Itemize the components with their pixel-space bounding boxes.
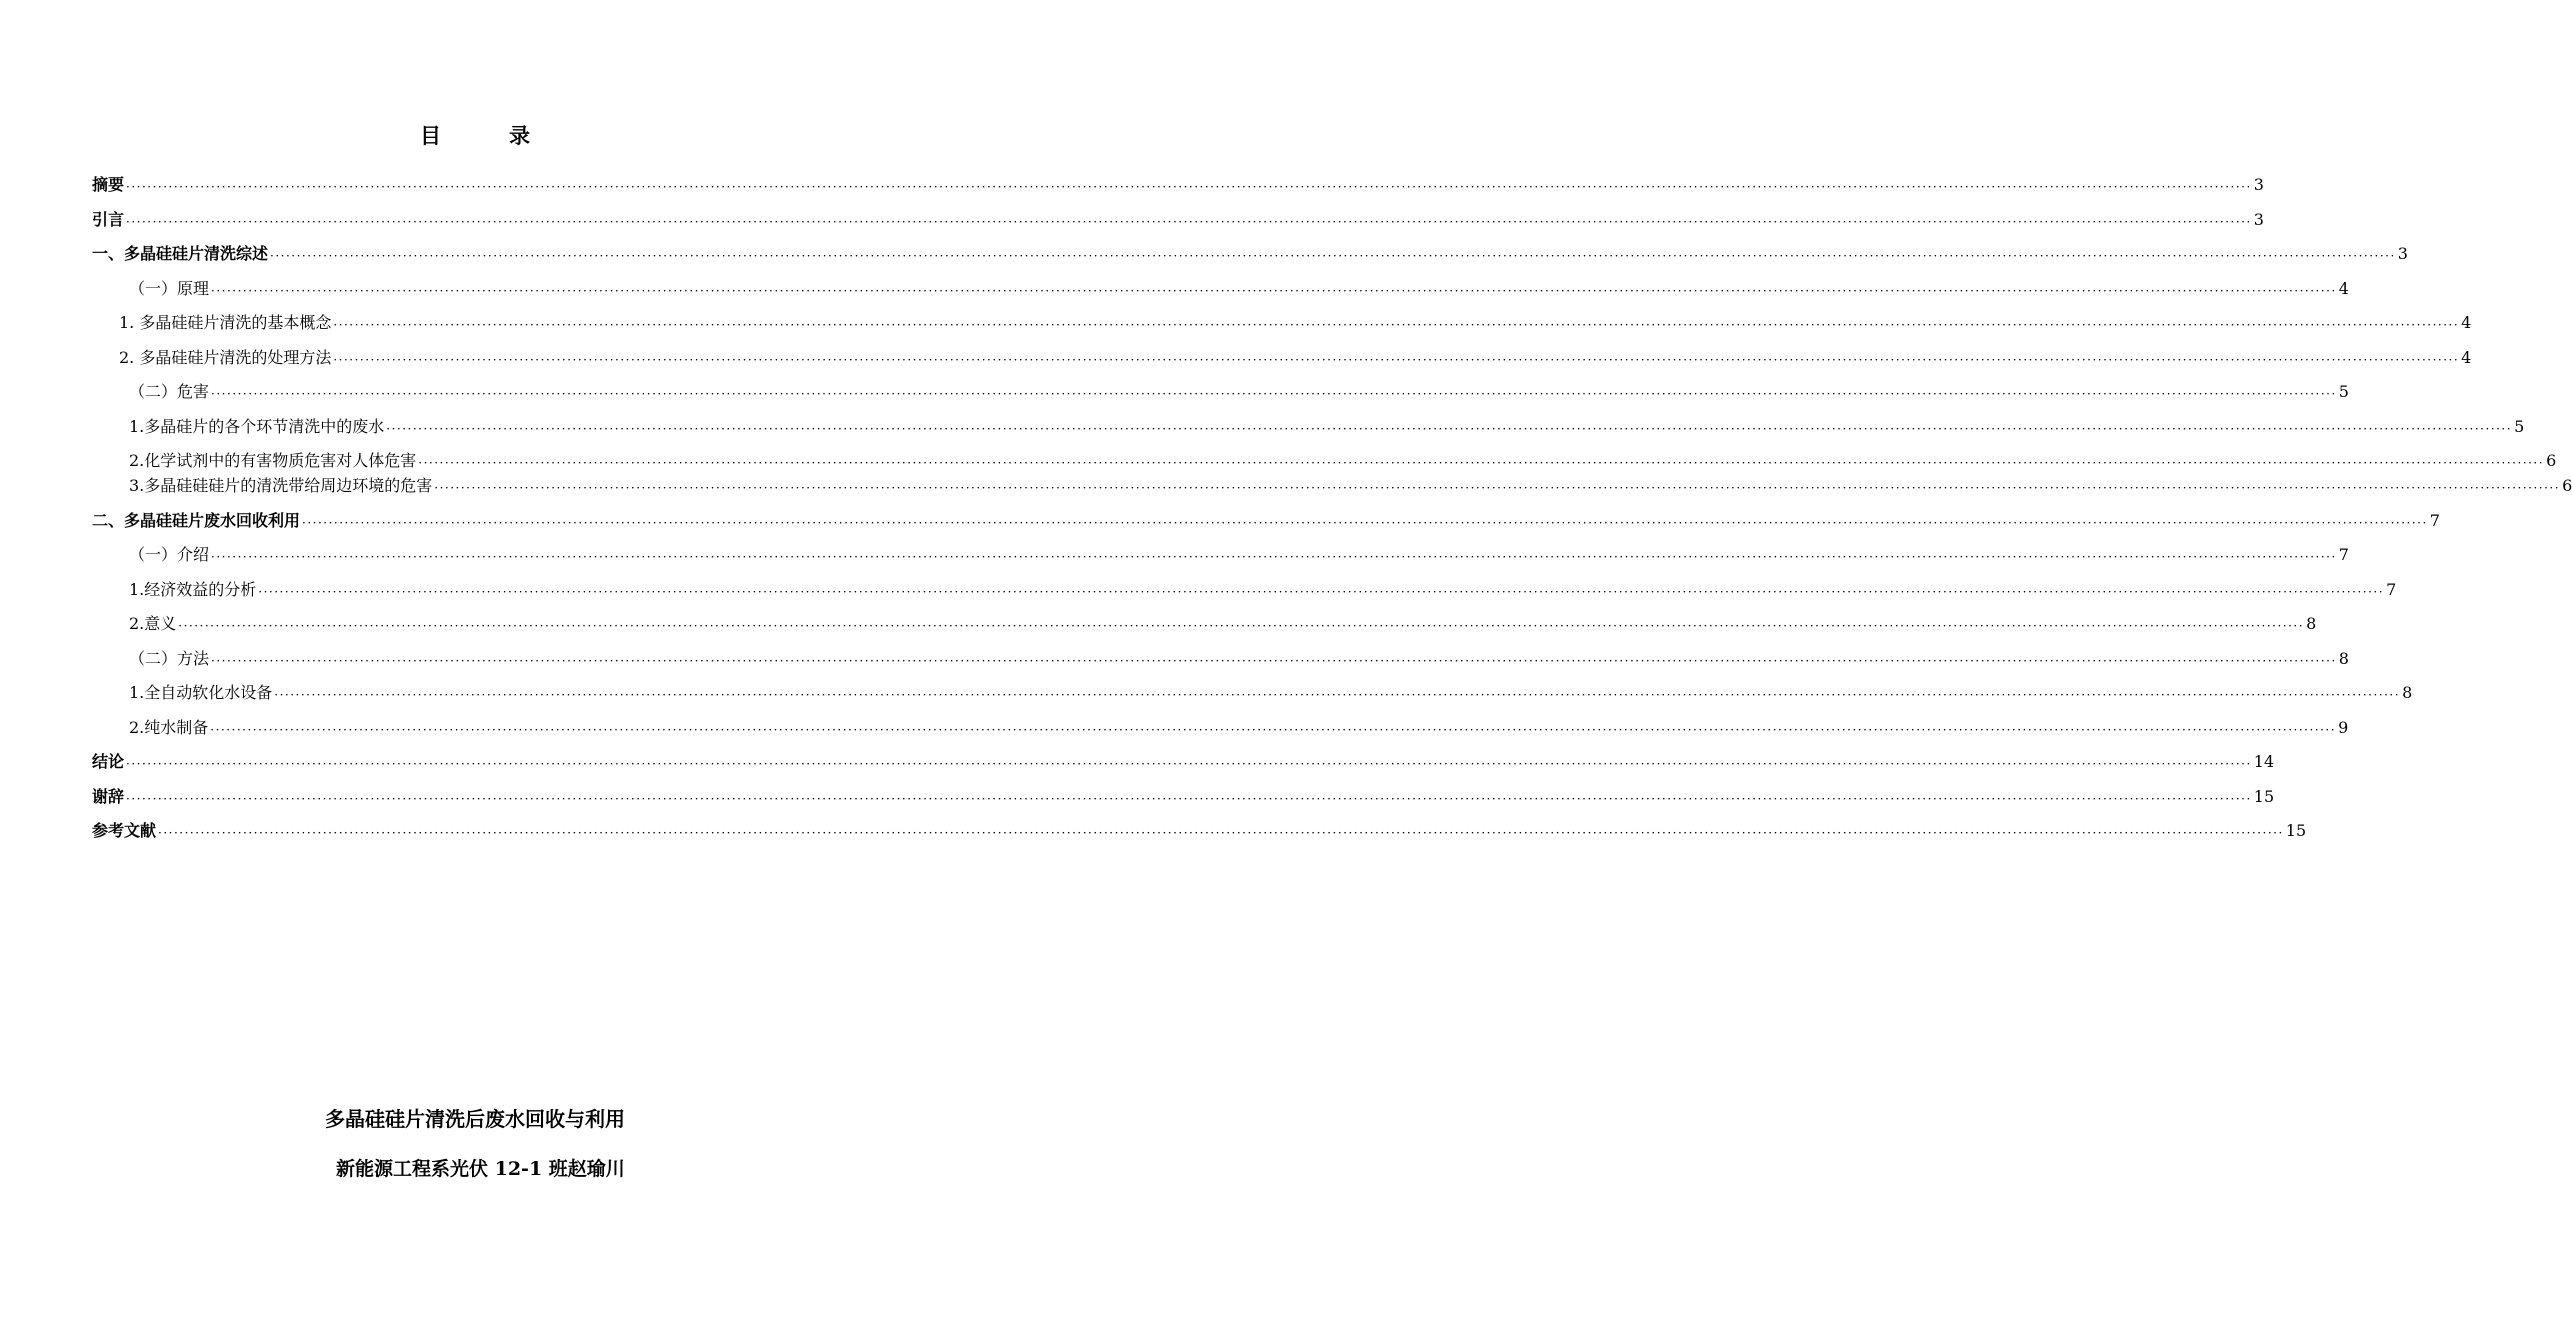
- toc-entry[interactable]: [129, 473, 2572, 497]
- toc-entry-label: 1. 多晶硅硅片清洗的基本概念: [119, 313, 332, 332]
- author-line: 新能源工程系光伏 12-1 班赵瑜川: [336, 1158, 625, 1180]
- toc-entry[interactable]: [119, 345, 2472, 369]
- toc-entry-label: 2.纯水制备: [129, 718, 209, 737]
- toc-leader-dots: ················································································································································································································································································································································································································: [158, 826, 2284, 840]
- toc-leader-dots: ················································································································································································································································································································································································································: [210, 723, 2337, 737]
- toc-leader-dots: ················································································································································································································································································································································································································: [211, 654, 2337, 668]
- toc-leader-dots: ················································································································································································································································································································································································································: [333, 318, 2460, 332]
- toc-leader-dots: ················································································································································································································································································································································································································: [386, 422, 2513, 436]
- toc-leader-dots: ················································································································································································································································································································································································································: [178, 619, 2305, 633]
- toc-entry-label: 1.经济效益的分析: [129, 580, 257, 599]
- toc-entry[interactable]: [92, 784, 2275, 808]
- toc-leader-dots: ················································································································································································································································································································································································································: [258, 585, 2385, 599]
- toc-entry-page: 9: [2338, 718, 2349, 737]
- toc-entry[interactable]: [119, 310, 2472, 334]
- toc-entry-page: 15: [2253, 787, 2275, 806]
- toc-entry-label: 一、多晶硅硅片清洗综述: [92, 244, 269, 263]
- toc-entry[interactable]: [129, 448, 2557, 472]
- toc-entry-page: 8: [2402, 683, 2413, 702]
- toc-entry[interactable]: [129, 715, 2349, 739]
- toc-entry-page: 7: [2429, 511, 2440, 530]
- toc-entry-page: 3: [2397, 244, 2408, 263]
- toc-entry-label: 2.化学试剂中的有害物质危害对人体危害: [129, 451, 417, 470]
- toc-entry-page: 6: [2546, 451, 2557, 470]
- toc-leader-dots: ················································································································································································································································································································································································································: [211, 387, 2337, 401]
- toc-entry[interactable]: [129, 646, 2349, 670]
- toc-leader-dots: ················································································································································································································································································································································································································: [211, 550, 2337, 564]
- toc-entry-label: 3.多晶硅硅硅片的清洗带给周边环境的危害: [129, 476, 433, 495]
- toc-entry-label: （一）介绍: [129, 545, 210, 564]
- toc-entry-label: 引言: [92, 210, 125, 229]
- toc-leader-dots: ················································································································································································································································································································································································································: [126, 215, 2252, 229]
- toc-leader-dots: ················································································································································································································································································································································································································: [274, 688, 2401, 702]
- toc-entry-label: 二、多晶硅硅片废水回收利用: [92, 511, 301, 530]
- toc-entry[interactable]: [92, 508, 2440, 532]
- toc-title: 目录: [420, 123, 598, 148]
- toc-entry[interactable]: [129, 542, 2349, 566]
- toc-entry-label: 1.全自动软化水设备: [129, 683, 273, 702]
- toc-entry[interactable]: [129, 577, 2397, 601]
- toc-entry-page: 8: [2306, 614, 2317, 633]
- toc-entry[interactable]: [129, 276, 2349, 300]
- toc-entry-page: 3: [2253, 210, 2264, 229]
- toc-leader-dots: ················································································································································································································································································································································································································: [126, 180, 2252, 194]
- toc-entry-label: 摘要: [92, 175, 125, 194]
- toc-entry-label: 2.意义: [129, 614, 177, 633]
- toc-leader-dots: ················································································································································································································································································································································································································: [126, 757, 2252, 771]
- toc-entry[interactable]: [92, 207, 2264, 231]
- toc-entry-page: 7: [2338, 545, 2349, 564]
- toc-entry[interactable]: [92, 818, 2307, 842]
- toc-entry-page: 5: [2338, 382, 2349, 401]
- toc-entry-label: （二）方法: [129, 649, 210, 668]
- toc-leader-dots: ················································································································································································································································································································································································································: [302, 516, 2428, 530]
- toc-leader-dots: ················································································································································································································································································································································································································: [126, 792, 2252, 806]
- toc-entry[interactable]: [92, 241, 2408, 265]
- toc-entry-page: 4: [2461, 348, 2472, 367]
- toc-entry-label: 2. 多晶硅硅片清洗的处理方法: [119, 348, 332, 367]
- toc-entry[interactable]: [129, 680, 2413, 704]
- toc-leader-dots: ················································································································································································································································································································································································································: [418, 456, 2545, 470]
- toc-entry-page: 8: [2338, 649, 2349, 668]
- toc-leader-dots: ················································································································································································································································································································································································································: [270, 249, 2396, 263]
- toc-entry-page: 5: [2514, 417, 2525, 436]
- toc-entry-label: 参考文献: [92, 821, 157, 840]
- toc-entry-page: 15: [2285, 821, 2307, 840]
- toc-entry-page: 7: [2386, 580, 2397, 599]
- toc-entry[interactable]: [129, 379, 2349, 403]
- toc-entry[interactable]: [92, 749, 2275, 773]
- toc-entry[interactable]: [92, 172, 2264, 196]
- toc-leader-dots: ················································································································································································································································································································································································································: [333, 353, 2460, 367]
- toc-entry-label: （一）原理: [129, 279, 210, 298]
- toc-entry-page: 6: [2562, 476, 2572, 495]
- toc-entry-label: 1.多晶硅片的各个环节清洗中的废水: [129, 417, 385, 436]
- toc-entry-label: 谢辞: [92, 787, 125, 806]
- toc-entry-page: 4: [2461, 313, 2472, 332]
- toc-entry-label: （二）危害: [129, 382, 210, 401]
- toc-entry[interactable]: [129, 611, 2317, 635]
- toc-leader-dots: ················································································································································································································································································································································································································: [211, 284, 2337, 298]
- toc-entry-page: 4: [2338, 279, 2349, 298]
- toc-leader-dots: ················································································································································································································································································································································································································: [434, 481, 2561, 495]
- toc-entry-page: 14: [2253, 752, 2275, 771]
- paper-title: 多晶硅硅片清洗后废水回收与利用: [325, 1107, 625, 1131]
- toc-entry-page: 3: [2253, 175, 2264, 194]
- toc-entry[interactable]: [129, 414, 2525, 438]
- toc-entry-label: 结论: [92, 752, 125, 771]
